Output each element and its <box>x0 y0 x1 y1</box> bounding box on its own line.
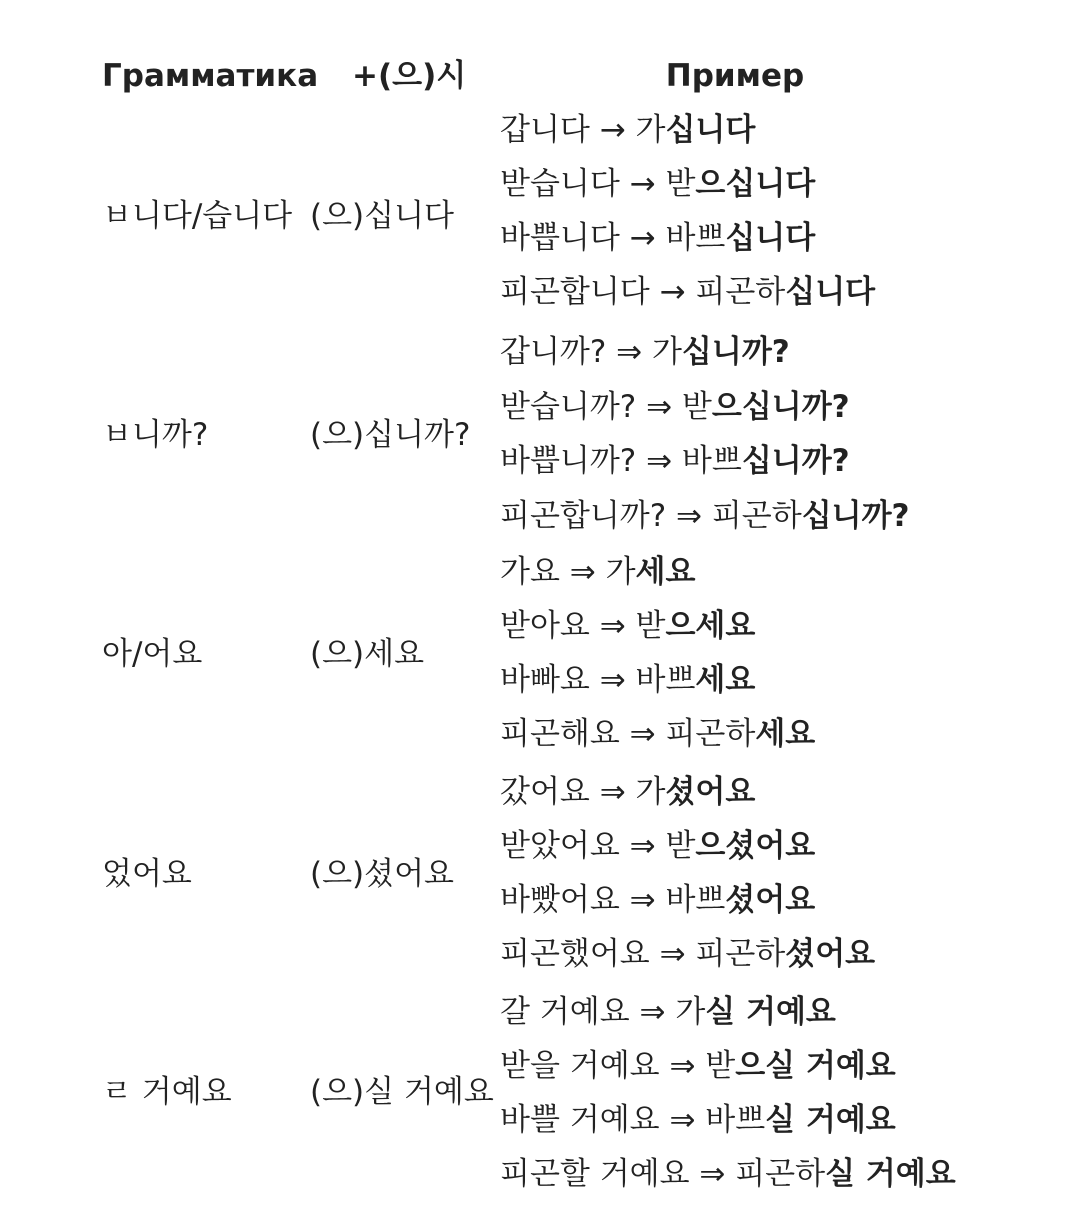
example-base: 피곤해요 ⇒ 피곤하 <box>500 716 756 752</box>
example-base: 바쁩니다 → 바쁘 <box>500 220 726 256</box>
example-suffix: 십니다 <box>665 112 756 148</box>
grammar-ending: ㄹ 거예요 <box>102 1074 232 1110</box>
example-line <box>500 712 815 756</box>
example-base: 갔어요 ⇒ 가 <box>500 774 666 810</box>
example-base: 받습니다 → 받 <box>500 166 696 202</box>
example-base: 바쁠 거예요 ⇒ 바쁘 <box>500 1102 766 1138</box>
example-base: 바쁩니까? ⇒ 바쁘 <box>500 443 742 479</box>
example-line <box>500 1098 896 1142</box>
example-suffix: 으십니다 <box>695 166 816 202</box>
example-line <box>500 550 695 594</box>
grammar-group-1 <box>0 108 1072 324</box>
example-line <box>500 385 850 429</box>
example-suffix: 십니까? <box>741 443 850 479</box>
header-grammar: Грамматика <box>102 58 319 94</box>
grammar-group-4 <box>0 770 1072 986</box>
example-line <box>500 1044 896 1088</box>
example-line <box>500 932 875 976</box>
example-base: 갈 거예요 ⇒ 가 <box>500 994 706 1030</box>
example-suffix: 십니까? <box>681 334 790 370</box>
example-suffix: 세요 <box>755 716 816 752</box>
example-line <box>500 494 910 538</box>
example-suffix: 셨어요 <box>725 882 816 918</box>
example-base: 피곤할 거예요 ⇒ 피곤하 <box>500 1156 826 1192</box>
honorific-form: (으)실 거예요 <box>310 1074 494 1110</box>
grammar-ending: 아/어요 <box>102 636 203 672</box>
example-line <box>500 439 850 483</box>
example-suffix: 십니다 <box>725 220 816 256</box>
example-suffix: 세요 <box>635 554 696 590</box>
example-line <box>500 1152 956 1196</box>
example-suffix: 십니까? <box>801 498 910 534</box>
example-suffix: 으실 거예요 <box>735 1048 896 1084</box>
example-base: 갑니다 → 가 <box>500 112 666 148</box>
example-suffix: 셨어요 <box>785 936 876 972</box>
example-base: 바빴어요 ⇒ 바쁘 <box>500 882 726 918</box>
grammar-ending: ㅂ니까? <box>102 417 209 453</box>
example-line <box>500 658 755 702</box>
grammar-group-2 <box>0 330 1072 546</box>
example-line <box>500 770 755 814</box>
example-line <box>500 824 815 868</box>
example-line <box>500 108 755 152</box>
grammar-group-5 <box>0 990 1072 1206</box>
example-base: 피곤했어요 ⇒ 피곤하 <box>500 936 786 972</box>
honorific-form: (으)십니다 <box>310 198 454 234</box>
example-suffix: 십니다 <box>785 274 876 310</box>
example-suffix: 실 거예요 <box>825 1156 956 1192</box>
example-base: 받았어요 ⇒ 받 <box>500 828 696 864</box>
example-base: 받습니까? ⇒ 받 <box>500 389 712 425</box>
example-base: 바빠요 ⇒ 바쁘 <box>500 662 696 698</box>
example-line <box>500 330 790 374</box>
example-suffix: 으셨어요 <box>695 828 816 864</box>
example-base: 받아요 ⇒ 받 <box>500 608 666 644</box>
grammar-ending: ㅂ니다/습니다 <box>102 198 293 234</box>
honorific-form: (으)셨어요 <box>310 856 454 892</box>
header-honorific: +(으)시 <box>352 58 467 94</box>
example-suffix: 세요 <box>695 662 756 698</box>
example-line <box>500 216 815 260</box>
example-base: 갑니까? ⇒ 가 <box>500 334 682 370</box>
example-suffix: 셨어요 <box>665 774 756 810</box>
example-suffix: 으세요 <box>665 608 756 644</box>
honorific-form: (으)세요 <box>310 636 425 672</box>
grammar-ending: 었어요 <box>102 856 192 892</box>
header-example: Пример <box>665 58 805 94</box>
example-line <box>500 270 875 314</box>
example-line <box>500 604 755 648</box>
example-suffix: 으십니까? <box>711 389 850 425</box>
example-base: 받을 거예요 ⇒ 받 <box>500 1048 736 1084</box>
example-line <box>500 878 815 922</box>
example-suffix: 실 거예요 <box>705 994 836 1030</box>
example-base: 피곤합니까? ⇒ 피곤하 <box>500 498 802 534</box>
example-base: 피곤합니다 → 피곤하 <box>500 274 786 310</box>
example-line <box>500 162 815 206</box>
grammar-group-3 <box>0 550 1072 766</box>
example-base: 가요 ⇒ 가 <box>500 554 636 590</box>
example-suffix: 실 거예요 <box>765 1102 896 1138</box>
example-line <box>500 990 836 1034</box>
honorific-form: (으)십니까? <box>310 417 471 453</box>
